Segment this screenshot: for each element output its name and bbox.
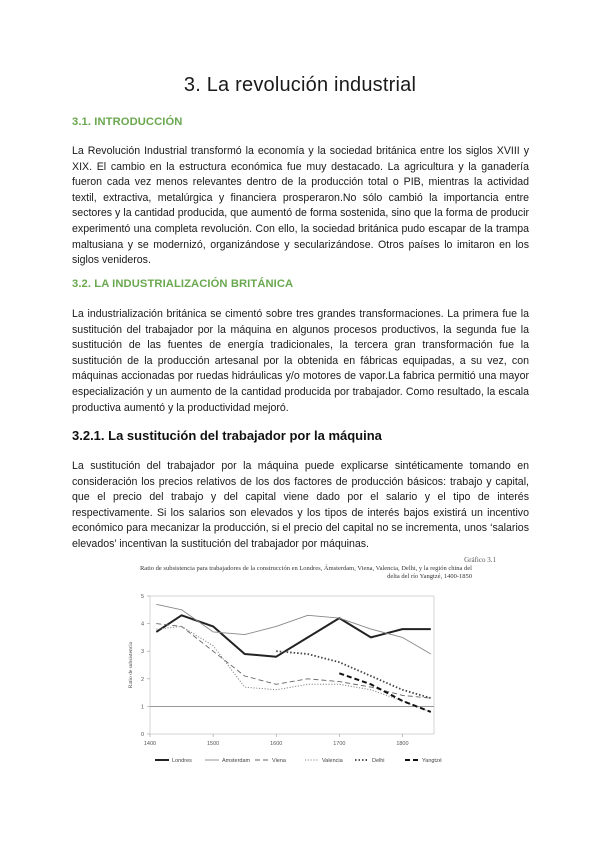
series-line-delhi [276,651,431,698]
paragraph-introduccion: La Revolución Industrial transformó la economía y la sociedad británica entre los siglos XVIII y XIX. El cambio en la estructura económica fue muy destacado. La agricultura y la ganadería fueron cada vez menos relevantes dentro de la producción total o PIB, mientras la actividad textil, extractiva, metalúrgica y financiera prosperaron.No sólo cambió la importancia entre sectores y la cantidad producida, que aumentó de forma sostenida, sino que la forma de producir experimentó una completa revolución. Con ello, la sociedad británica pudo escapar de la trampa maltusiana y se modernizó, organizándose y secularizándose. Otros países lo imitaron en los siglos venideros. [72,145,529,267]
figure-caption: Ratio de subsistencia para trabajadores de la construcción en Londres, Ámsterdam, Viena, Valencia, Delhi, y la región china del delta del río Yangtzé, 1400-1850 [139,565,472,580]
series-line-valencia [156,626,431,712]
plot-frame [150,596,434,734]
x-tick-label: 1500 [206,741,220,747]
y-tick-label: 2 [140,676,144,683]
series-line-londres [156,615,431,656]
y-tick-label: 5 [140,594,144,600]
y-tick-label: 3 [140,649,144,656]
x-tick-label: 1700 [333,741,346,747]
page-title: 3. La revolución industrial [183,74,417,96]
legend-label-viena: Viena [272,758,286,764]
y-tick-label: 0 [140,732,144,738]
legend-label-valencia: Valencia [322,758,343,764]
x-tick-label: 1800 [396,741,409,747]
line-chart [110,556,496,772]
section-heading-industrializacion: 3.2. LA INDUSTRIALIZACIÓN BRITÁNICA [72,278,294,290]
subsection-heading-sustitucion: 3.2.1. La sustitución del trabajador por la máquina [72,428,382,443]
legend-label-yangtzé: Yangtzé [422,758,442,764]
legend-label-delhi: Delhi [372,758,385,764]
x-tick-label: 1400 [143,741,157,747]
section-heading-introduccion: 3.1. INTRODUCCIÓN [72,116,183,128]
y-tick-label: 4 [140,621,144,628]
paragraph-industrializacion: La industrialización británica se cimentó sobre tres grandes transformaciones. La primera fue la sustitución del trabajador por la máquina en algunos procesos productivos, la segunda fue la sustitución de las fuentes de energía tradicionales, la tercera gran transformación fue la sustitución de la producción artesanal por la obtenida en fábricas equipadas, a su vez, con máquinas accionadas por ruedas hidráulicas y/o motores de vapor.La fabrica permitió una mayor especialización y un aumento de la cantidad producida por trabajador. Como resultado, la escala productiva aumentó y la productividad mejoró. [72,308,529,414]
x-tick-label: 1600 [270,741,283,747]
paragraph-sustitucion: La sustitución del trabajador por la máquina puede explicarse sintéticamente tomando en consideración los precios relativos de los dos factores de producción básicos: trabajo y capital, que el precio del trabajo y del capital viene dado por el salario y el tipo de interés respectivamente. Si los salarios son elevados y los tipos de interés bajos existirá un incentivo económico para mecanizar la producción, si el precio del capital no se incrementa, unos ‘salarios elevados’ incentivan la sustitución del trabajador por máquinas. [72,460,529,550]
legend-label-amsterdam: Amsterdam [222,758,251,764]
legend-label-londres: Londres [172,758,192,764]
series-line-viena [156,624,431,699]
figure-label: Gráfico 3.1 [464,556,496,564]
y-axis-label: Ratio de subsistencia [128,641,134,689]
y-tick-label: 1 [140,704,144,711]
figure-subsistence-chart [110,556,496,772]
